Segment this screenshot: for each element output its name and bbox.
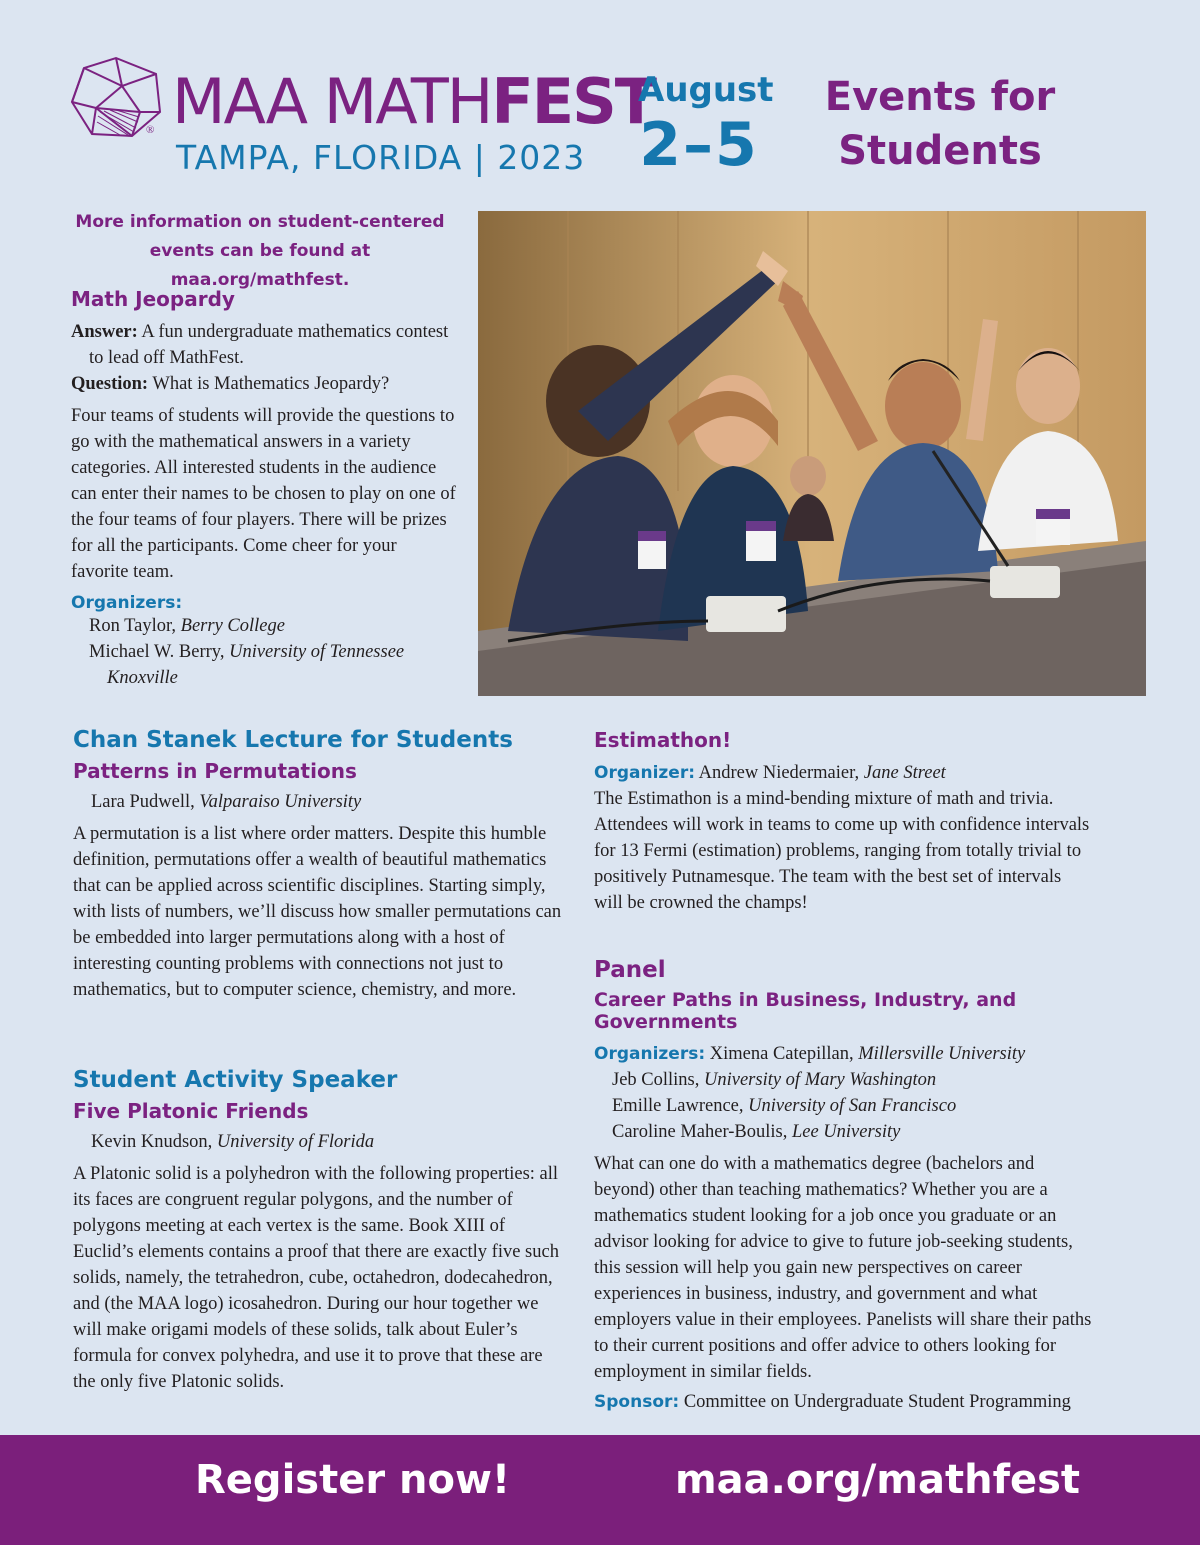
panel-title: Career Paths in Business, Industry, and Governments — [594, 989, 1017, 1033]
speaker-affiliation: University of Florida — [216, 1132, 375, 1152]
question-label: Question: — [71, 374, 149, 394]
estimathon-description: The Estimathon is a mind-bending mixture of math and trivia. Attendees will work in teams to come up with confidence intervals for 13 Fermi (estimation) problems, ranging from totally trivial to positively Putnamesque. The team with the best set of intervals will be crowned the champs! — [594, 789, 1090, 913]
speaker-affiliation: Valparaiso University — [199, 792, 362, 812]
registered-mark: ® — [146, 124, 155, 136]
more-info-line1: More information on student-centered — [75, 212, 445, 232]
answer-text: A fun undergraduate mathematics contest to lead off MathFest. — [89, 322, 449, 368]
estimathon-organizer — [594, 760, 1094, 786]
organizer-name: Caroline Maher-Boulis, — [612, 1122, 792, 1142]
brand-fest: FEST — [491, 65, 656, 138]
organizer-affiliation: Jane Street — [863, 763, 946, 783]
organizer-name: Jeb Collins, — [612, 1070, 704, 1090]
page-title — [820, 70, 1060, 178]
chan-stanek-title: Patterns in Permutations — [73, 759, 357, 783]
panel-organizer-3 — [594, 1093, 1099, 1119]
register-link[interactable]: Register now! — [195, 1457, 511, 1503]
footer-banner — [0, 1435, 1200, 1545]
organizer-affiliation: Knoxville — [107, 668, 178, 688]
panel-organizer-1 — [594, 1041, 1099, 1067]
organizer-affiliation: Lee University — [791, 1122, 901, 1142]
panel-heading: Panel — [594, 957, 666, 983]
organizer-name: Ron Taylor, — [89, 616, 181, 636]
panel-organizer-4 — [594, 1119, 1099, 1145]
brand-title — [172, 62, 655, 142]
brand-maa: MAA — [172, 65, 324, 138]
student-activity-speaker — [73, 1129, 568, 1155]
panel-organizer-2 — [594, 1067, 1099, 1093]
math-jeopardy-section — [71, 287, 456, 691]
math-jeopardy-title: Math Jeopardy — [71, 287, 235, 311]
organizer-name: Ximena Catepillan, — [705, 1044, 859, 1064]
speaker-name: Lara Pudwell, — [91, 792, 200, 812]
student-activity-description: A Platonic solid is a polyhedron with the following properties: all its faces are congruent regular polygons, and the number of polygons meeting at each vertex is the same. Book XIII of Euclid’s elements contains a proof that there are exactly five such solids, namely, the tetrahedron, cube, octahedron, dodecahedron, and (the MAA logo) icosahedron. During our hour together we will make origami models of these solids, talk about Euler’s formula for convex polyhedra, and use it to prove that these are the only five Platonic solids. — [73, 1164, 559, 1392]
organizer-name: Emille Lawrence, — [612, 1096, 749, 1116]
sponsor-label: Sponsor: — [594, 1392, 680, 1412]
organizer-2-aff-cont — [71, 665, 456, 691]
date-month: August — [638, 70, 774, 110]
organizer-affiliation: Berry College — [180, 616, 285, 636]
organizer-affiliation: University of San Francisco — [748, 1096, 957, 1116]
estimathon-section — [594, 728, 1094, 916]
date-days: 2–5 — [639, 110, 759, 180]
question-text: What is Mathematics Jeopardy? — [148, 374, 390, 394]
answer-label: Answer: — [71, 322, 138, 342]
jeopardy-question — [71, 371, 456, 397]
panel-sponsor — [594, 1389, 1099, 1415]
student-activity-section — [73, 1067, 568, 1395]
organizer-1 — [71, 613, 456, 639]
organizer-2 — [71, 639, 456, 665]
more-info-line2: events can be found at maa.org/mathfest. — [149, 241, 371, 290]
chan-stanek-speaker — [73, 789, 563, 815]
chan-stanek-heading: Chan Stanek Lecture for Students — [73, 727, 513, 753]
page-title-line2: Students — [838, 128, 1042, 174]
organizer-label: Organizer: — [594, 763, 696, 783]
organizer-affiliation: Millersville University — [858, 1044, 1026, 1064]
organizer-affiliation: University of Tennessee — [229, 642, 405, 662]
student-activity-heading: Student Activity Speaker — [73, 1067, 398, 1093]
student-activity-title: Five Platonic Friends — [73, 1099, 309, 1123]
organizers-label: Organizers: — [71, 593, 183, 613]
organizer-name: Andrew Niedermaier, — [695, 763, 864, 783]
students-photo — [478, 211, 1146, 696]
event-location: TAMPA, FLORIDA | 2023 — [176, 138, 586, 177]
chan-stanek-description: A permutation is a list where order matters. Despite this humble definition, permutations offer a wealth of beautiful mathematics that can be applied across scientific disciplines. Starting simply, with lists of numbers, we’ll discuss how smaller permutations can be embedded into larger permutations along with a host of interesting counting problems with connections not just to mathematics, but to computer science, chemistry, and more. — [73, 824, 562, 1000]
panel-section — [594, 957, 1099, 1415]
organizer-affiliation: University of Mary Washington — [704, 1070, 937, 1090]
organizer-name: Michael W. Berry, — [89, 642, 230, 662]
jeopardy-answer — [71, 319, 456, 371]
estimathon-title: Estimathon! — [594, 728, 732, 752]
more-info — [70, 208, 450, 295]
page-title-line1: Events for — [824, 74, 1056, 120]
speaker-name: Kevin Knudson, — [91, 1132, 217, 1152]
sponsor-text: Committee on Undergraduate Student Programming — [679, 1392, 1071, 1412]
jeopardy-description: Four teams of students will provide the questions to go with the mathematical answers in a variety categories. All interested students in the audience can enter their names to be chosen to play on one of the four teams of four players. There will be prizes for all the participants. Come cheer for your favorite team. — [71, 406, 456, 582]
website-link[interactable]: maa.org/mathfest — [675, 1457, 1081, 1503]
organizers-label: Organizers: — [594, 1044, 706, 1064]
panel-description: What can one do with a mathematics degree (bachelors and beyond) other than teaching mathematics? Whether you are a mathematics student looking for a job once you graduate or an advisor looking for advice to give to future job-seeking students, this session will help you gain new perspectives on career experiences in business, industry, and government and what employers value in their employees. Panelists will share their paths to their current positions and offer advice to others looking for employment in similar fields. — [594, 1154, 1092, 1382]
brand-math: MATH — [323, 65, 492, 138]
chan-stanek-section — [73, 727, 563, 1003]
